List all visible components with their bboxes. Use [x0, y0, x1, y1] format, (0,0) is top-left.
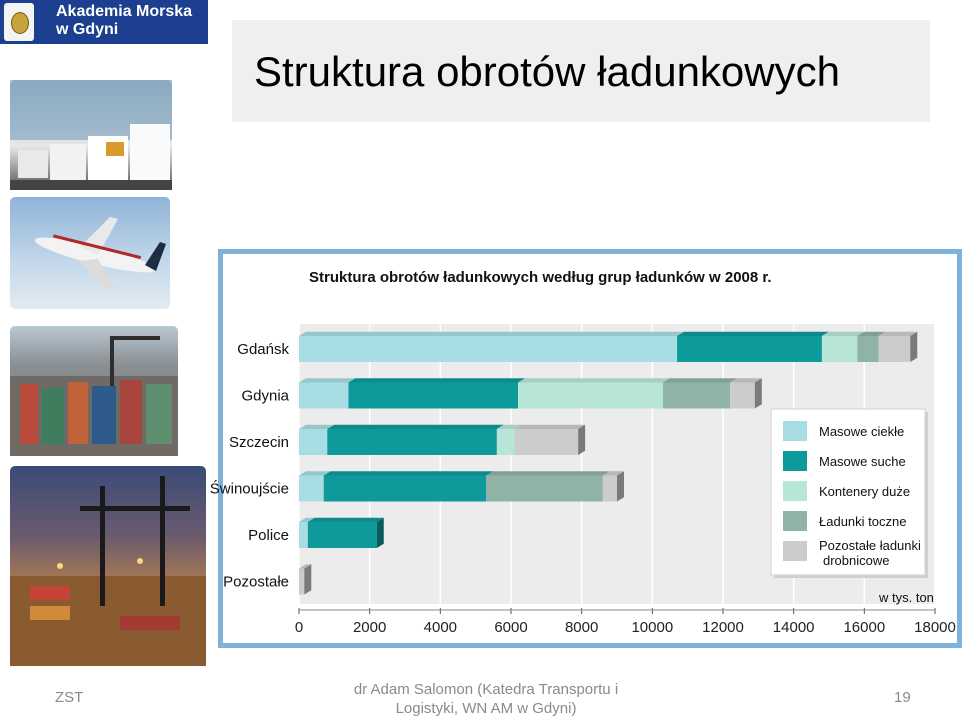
- bar-segment-top: [348, 378, 525, 382]
- bar-segment-top: [677, 332, 829, 336]
- bar-end-cap: [578, 425, 585, 455]
- academy-logo: [0, 0, 208, 44]
- chart-frame: [209, 249, 962, 648]
- footer-left: ZST: [55, 689, 84, 706]
- bar-segment: [497, 429, 515, 455]
- bar-end-cap: [304, 564, 311, 594]
- x-tick-label: 12000: [702, 619, 744, 636]
- bar-end-cap: [755, 378, 762, 408]
- bar-end-cap: [617, 471, 624, 501]
- bar-segment-top: [486, 471, 610, 475]
- footer-author-line-1: dr Adam Salomon (Katedra Transportu i: [353, 681, 619, 698]
- category-label: Szczecin: [228, 434, 289, 451]
- category-label: Pozostałe: [223, 573, 289, 591]
- bar-segment: [518, 383, 663, 409]
- x-tick-label: 18000: [914, 619, 956, 636]
- legend-swatch: [783, 511, 807, 531]
- bar-segment: [663, 383, 730, 409]
- legend-label: Masowe suche: [819, 454, 906, 469]
- logo-line-2: w Gdyni: [56, 21, 119, 38]
- trucks-photo: [10, 80, 172, 190]
- footer-author: [328, 680, 644, 718]
- legend-swatch: [783, 421, 807, 441]
- academy-logo-text: [56, 3, 192, 39]
- bar-segment-top: [299, 332, 684, 336]
- bar-segment: [299, 569, 304, 595]
- bar-segment: [299, 336, 677, 362]
- bar-segment: [348, 383, 518, 409]
- bar-end-cap: [910, 332, 917, 362]
- container-port-photo: [10, 326, 178, 456]
- port-night-photo: [10, 466, 206, 666]
- cargo-structure-chart: [209, 254, 957, 643]
- x-tick-label: 16000: [843, 619, 886, 636]
- legend-label: Kontenery duże: [819, 484, 911, 499]
- bar-segment: [603, 476, 617, 502]
- unit-label: w tys. ton: [879, 590, 934, 605]
- bar-end-cap: [377, 518, 384, 548]
- bar-segment-top: [822, 332, 864, 336]
- airplane-photo: [10, 197, 170, 309]
- x-tick-label: 6000: [494, 619, 528, 636]
- bar-segment-top: [518, 378, 670, 382]
- bar-segment-top: [327, 425, 504, 429]
- bar-segment: [677, 336, 822, 362]
- x-tick-label: 10000: [631, 619, 674, 636]
- footer-author-line-2: Logistyki, WN AM w Gdyni): [395, 700, 577, 717]
- title-box: [232, 20, 930, 122]
- legend-label: drobnicowe: [823, 553, 890, 568]
- logo-line-1: Akademia Morska: [56, 3, 193, 20]
- category-label: Police: [248, 527, 289, 544]
- bar-segment: [327, 429, 497, 455]
- legend-swatch: [783, 481, 807, 501]
- category-label: Gdynia: [241, 387, 289, 405]
- x-tick-label: 4000: [423, 619, 458, 636]
- x-tick-label: 8000: [564, 619, 599, 636]
- legend-label: Pozostałe ładunki: [819, 538, 921, 553]
- bar-segment: [299, 476, 324, 502]
- academy-seal-icon: [4, 3, 34, 41]
- bar-segment: [730, 383, 755, 409]
- bar-segment: [515, 429, 579, 455]
- x-tick-label: 14000: [772, 619, 815, 636]
- bar-segment: [308, 522, 377, 548]
- bar-segment: [486, 476, 603, 502]
- slide-title: Struktura obrotów ładunkowych: [254, 48, 840, 95]
- bar-segment-top: [324, 471, 494, 475]
- bar-segment-top: [299, 378, 355, 382]
- bar-segment-top: [308, 518, 384, 522]
- x-tick-label: 2000: [352, 619, 387, 636]
- legend-swatch: [783, 541, 807, 561]
- x-tick-label: 0: [294, 619, 304, 636]
- legend-swatch: [783, 451, 807, 471]
- bar-segment-top: [515, 425, 586, 429]
- bar-segment: [299, 522, 308, 548]
- bar-segment: [857, 336, 878, 362]
- bar-segment: [822, 336, 857, 362]
- bar-segment: [878, 336, 910, 362]
- legend-label: Masowe ciekłe: [819, 424, 905, 439]
- category-label: Gdańsk: [237, 341, 289, 358]
- chart-title: Struktura obrotów ładunkowych według grup ładunków w 2008 r.: [309, 269, 772, 286]
- bar-segment: [299, 429, 327, 455]
- bar-segment: [324, 476, 487, 502]
- bar-segment: [299, 383, 348, 409]
- bar-segment-top: [663, 378, 737, 382]
- legend-label: Ładunki toczne: [819, 514, 907, 529]
- category-label: Świnoujście: [209, 480, 289, 498]
- page-number: 19: [894, 689, 911, 706]
